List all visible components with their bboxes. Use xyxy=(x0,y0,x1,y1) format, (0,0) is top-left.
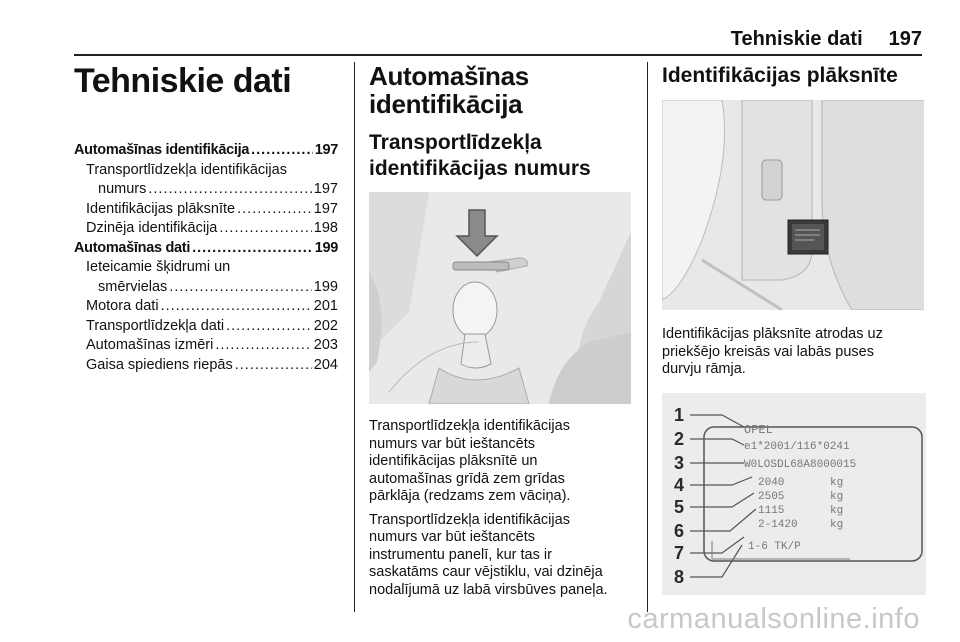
section-heading xyxy=(369,62,633,118)
plate-code: 1-6 TK/P xyxy=(748,540,801,553)
plate-weight-4: 2-1420 xyxy=(758,518,798,531)
toc-entry-page: 197 xyxy=(314,142,338,158)
header-page-number: 197 xyxy=(888,28,922,50)
column-divider-1 xyxy=(354,62,355,612)
paragraph-line: Transportlīdzekļa identifikācijas xyxy=(369,418,570,434)
plate-weight-2: 2505 xyxy=(758,490,785,503)
toc-entry-page: 199 xyxy=(313,278,338,295)
toc-section-entry[interactable] xyxy=(74,239,338,259)
header-rule xyxy=(74,54,922,56)
paragraph-line: Identifikācijas plāksnīte atrodas uz xyxy=(662,326,883,342)
plate-unit-1: kg xyxy=(830,476,844,489)
plate-approval-number: e1*2001/116*0241 xyxy=(744,440,850,453)
subsection-heading-line-2: identifikācijas numurs xyxy=(369,157,591,180)
vin-location-illustration xyxy=(369,192,631,404)
vin-paragraph-2 xyxy=(369,512,633,600)
toc-entry-label: Motora dati xyxy=(86,298,159,314)
toc-entry-page: 197 xyxy=(313,200,338,217)
chapter-title: Tehniskie dati xyxy=(74,62,292,100)
toc-entry-label: Transportlīdzekļa dati xyxy=(86,317,225,334)
plate-unit-2: kg xyxy=(830,490,844,503)
paragraph-line: priekšējo kreisās vai labās puses xyxy=(662,343,874,360)
page-header xyxy=(731,28,922,51)
identification-plate-diagram xyxy=(662,393,926,595)
gear-shifter-floor-illustration xyxy=(369,192,631,404)
toc-leader-dots xyxy=(215,336,311,356)
toc-leader-dots xyxy=(251,141,313,161)
callout-6: 6 xyxy=(674,520,685,541)
toc-entry[interactable] xyxy=(74,317,338,337)
toc-leader-dots xyxy=(192,239,313,259)
toc-entry-page: 197 xyxy=(313,181,338,197)
toc-entry-label: numurs xyxy=(98,181,147,197)
door-frame-illustration xyxy=(662,100,924,310)
section-heading-line-1: Automašīnas xyxy=(369,61,529,91)
toc-leader-dots xyxy=(169,278,312,298)
plate-brand: OPEL xyxy=(744,422,773,437)
plate-unit-4: kg xyxy=(830,518,844,531)
toc-leader-dots xyxy=(226,317,312,337)
toc-leader-dots xyxy=(235,356,312,376)
toc-entry-label: Automašīnas izmēri xyxy=(86,337,214,353)
toc-leader-dots xyxy=(161,297,312,317)
paragraph-line: Transportlīdzekļa identifikācijas xyxy=(369,511,570,528)
callout-3: 3 xyxy=(674,452,685,473)
toc-entry-label: Dzinēja identifikācija xyxy=(86,220,218,236)
toc-entry[interactable] xyxy=(74,219,338,239)
watermark: carmanualsonline.info xyxy=(627,603,920,635)
toc-entry[interactable] xyxy=(74,278,338,298)
toc-column xyxy=(74,62,338,375)
plate-weight-1: 2040 xyxy=(758,476,785,489)
toc-leader-dots xyxy=(148,180,311,200)
paragraph-line: numurs var būt ieštancēts xyxy=(369,435,536,452)
paragraph-line: durvju rāmja. xyxy=(662,361,746,377)
toc-section-entry[interactable] xyxy=(74,141,338,161)
paragraph-line: pārklāja (redzams zem vāciņa). xyxy=(369,488,571,504)
paragraph-line: identifikācijas plāksnītē un xyxy=(369,453,538,469)
toc-entry-label: Automašīnas dati xyxy=(74,239,191,256)
subsection-heading xyxy=(369,130,633,182)
toc-entry-page: 199 xyxy=(314,239,338,256)
paragraph-line: instrumentu panelī, kur tas ir xyxy=(369,546,552,563)
toc-entry-page: 203 xyxy=(313,337,338,353)
toc-entry-page: 201 xyxy=(313,298,338,314)
subsection-heading-line-1: Transportlīdzekļa xyxy=(369,131,542,154)
vin-column xyxy=(369,62,633,599)
toc-entry[interactable] xyxy=(74,336,338,356)
callout-5: 5 xyxy=(674,496,685,517)
plate-weight-3: 1115 xyxy=(758,504,785,517)
plate-column xyxy=(662,62,926,595)
vin-paragraph-1 xyxy=(369,418,633,506)
toc-entry-label: Automašīnas identifikācija xyxy=(74,142,250,158)
plate-heading: Identifikācijas plāksnīte xyxy=(662,64,898,87)
toc-leader-dots xyxy=(219,219,311,239)
paragraph-line: automašīnas grīdā zem grīdas xyxy=(369,470,565,487)
toc-entry[interactable] xyxy=(74,297,338,317)
toc-entry-label: smērvielas xyxy=(98,278,168,295)
paragraph-line: numurs var būt ieštancēts xyxy=(369,529,536,545)
toc-entry: Transportlīdzekļa identifikācijas xyxy=(86,161,287,178)
plate-vin: W0LOSDL68A8000015 xyxy=(744,458,857,471)
toc-entry: Ieteicamie šķidrumi un xyxy=(86,259,231,275)
column-divider-2 xyxy=(647,62,648,612)
plate-paragraph xyxy=(662,326,926,379)
toc-entry[interactable] xyxy=(74,356,338,376)
paragraph-line: saskatāms caur vējstiklu, vai dzinēja xyxy=(369,564,603,580)
callout-7: 7 xyxy=(674,542,685,563)
callout-2: 2 xyxy=(674,428,685,449)
section-heading-line-2: identifikācija xyxy=(369,89,523,119)
plate-unit-3: kg xyxy=(830,504,844,517)
table-of-contents xyxy=(74,141,338,375)
toc-entry[interactable] xyxy=(74,200,338,220)
paragraph-line: nodalījumā uz labā virsbūves paneļa. xyxy=(369,581,608,598)
callout-8: 8 xyxy=(674,566,685,587)
toc-entry-page: 198 xyxy=(313,220,338,236)
header-title: Tehniskie dati xyxy=(730,28,863,50)
toc-entry-page: 204 xyxy=(313,356,338,373)
toc-entry-label: Gaisa spiediens riepās xyxy=(86,356,233,373)
callout-4: 4 xyxy=(674,474,685,495)
toc-entry-page: 202 xyxy=(313,317,338,334)
callout-1: 1 xyxy=(674,404,685,425)
toc-entry-label: Identifikācijas plāksnīte xyxy=(86,200,236,217)
toc-entry[interactable] xyxy=(74,180,338,200)
toc-leader-dots xyxy=(237,200,312,220)
